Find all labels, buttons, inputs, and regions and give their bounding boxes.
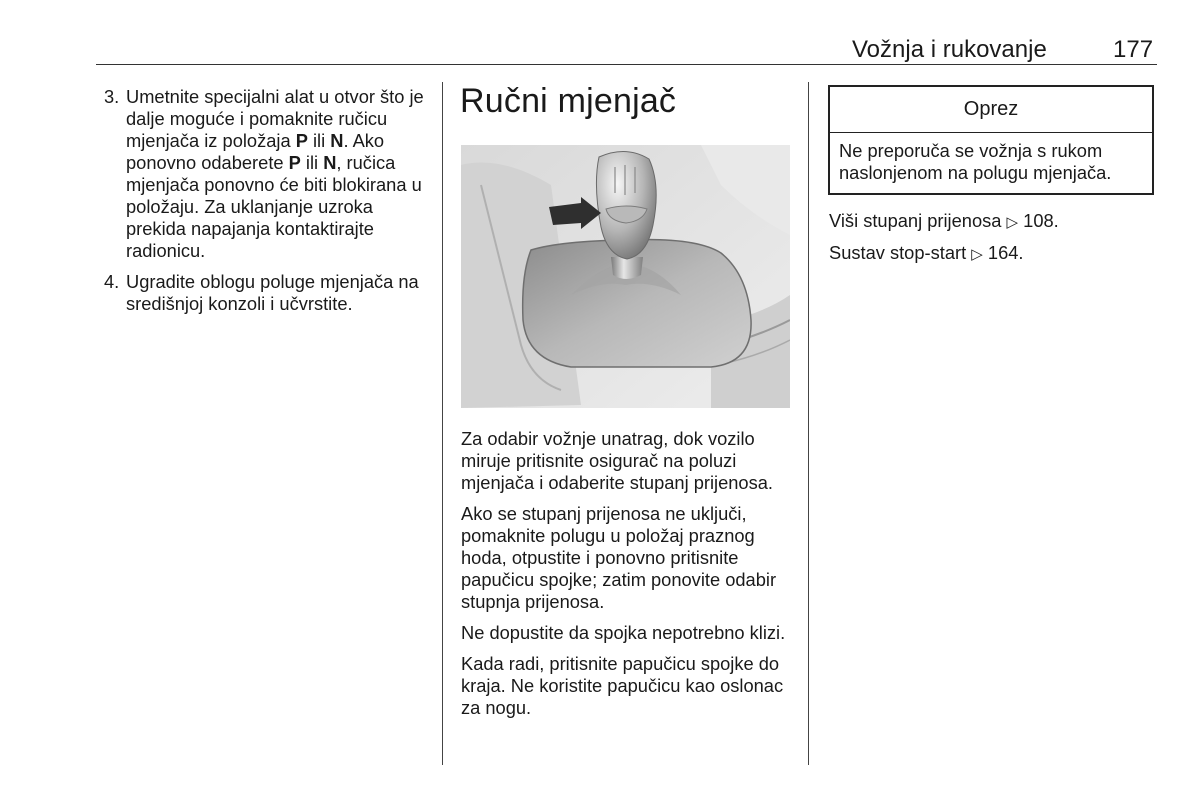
column-divider-right (808, 82, 809, 765)
body-paragraph: Ne dopustite da spojka nepotrebno klizi. (461, 622, 786, 643)
section-title: Vožnja i rukovanje (852, 36, 1047, 63)
step-number: 4. (104, 271, 120, 292)
gear-position-label: P (288, 152, 301, 173)
reference-label: Sustav stop-start (829, 242, 967, 263)
section-heading: Ručni mjenjač (460, 82, 677, 120)
gear-position-label: P (295, 130, 308, 151)
column-divider-left (442, 82, 443, 765)
body-paragraph: Kada radi, pritisnite papučicu spojke do kraja. Ne koristite papučicu kao oslonac za nogu. (461, 653, 784, 718)
reference-label: Viši stupanj prijenosa (829, 210, 1002, 231)
cross-reference-link[interactable] (829, 242, 1159, 265)
caution-heading: Oprez (830, 87, 1152, 133)
gear-shift-knob-illustration (461, 145, 790, 408)
reference-list (829, 210, 1159, 274)
step-item (104, 86, 429, 262)
page-reference-arrow-icon: ▷ (971, 245, 983, 263)
step-item (104, 271, 429, 315)
body-paragraph: Ako se stupanj prijenosa ne uključi, pomaknite polugu u položaj praznog hoda, otpustite i ponovno pritisnite papučicu spojke; zatim ponovite odabir stupnja prijenosa. (461, 503, 777, 612)
left-column (104, 86, 429, 324)
caution-text: Ne preporuča se vožnja s rukom naslonjenom na polugu mjenjača. (839, 140, 1112, 183)
middle-column (460, 81, 795, 121)
page-number: 177 (1113, 36, 1154, 63)
body-paragraph: Za odabir vožnje unatrag, dok vozilo miruje pritisnite osigurač na poluzi mjenjača i odaberite stupanj prijenosa. (461, 428, 773, 493)
header-rule (96, 64, 1157, 65)
page-reference-arrow-icon: ▷ (1006, 213, 1019, 231)
step-text: Ugradite oblogu poluge mjenjača na središnjoj konzoli i učvrstite. (126, 271, 419, 314)
reference-page: 108. (1023, 210, 1059, 231)
reference-page: 164. (987, 242, 1024, 263)
gear-position-label: N (323, 152, 337, 173)
step-number: 3. (104, 86, 120, 107)
caution-box (828, 85, 1154, 195)
cross-reference-link[interactable] (829, 210, 1159, 233)
step-text: Umetnite specijalni alat u otvor što je dalje moguće i pomaknite ručicu mjenjača iz položaja P ili N. Ako ponovno odaberete P ili N, ručica mjenjača ponovno će biti blokirana u položaju. Za uklanjanje uzroka prekida napajanja kontaktirajte radionicu. (126, 86, 424, 261)
middle-column-body (461, 428, 801, 728)
instruction-steps (104, 86, 429, 315)
gear-position-label: N (330, 130, 344, 151)
